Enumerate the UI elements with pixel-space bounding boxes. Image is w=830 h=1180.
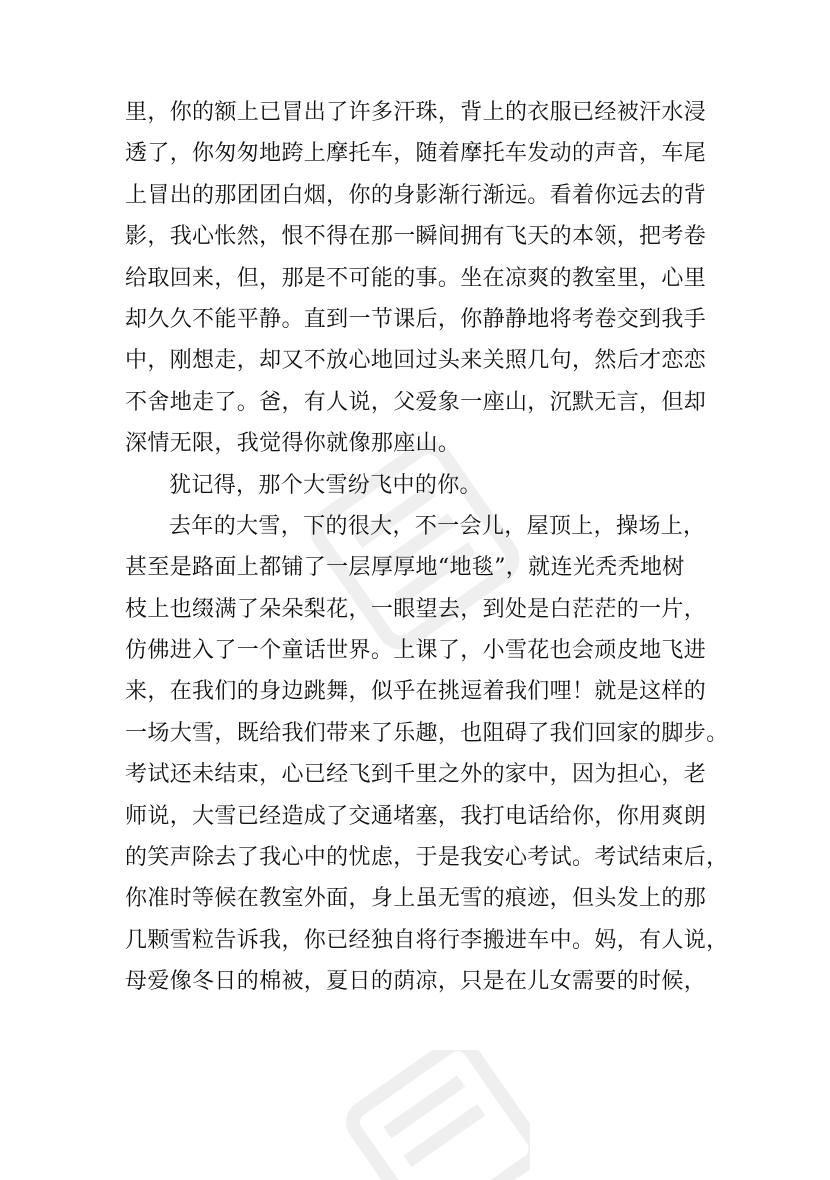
text-line: 却久久不能平静。直到一节课后，你静静地将考卷交到我手 — [125, 306, 707, 332]
text-line: 甚至是路面上都铺了一层厚厚地“地毯”，就连光秃秃地树 — [125, 555, 685, 581]
text-line: 深情无限，我觉得你就像那座山。 — [125, 431, 461, 457]
paragraph-start-line: 去年的大雪，下的很大，不一会儿，屋顶上，操场上， — [169, 513, 706, 539]
text-line: 来，在我们的身边跳舞，似乎在挑逗着我们哩！就是这样的 — [125, 679, 707, 705]
text-line: 上冒出的那团团白烟，你的身影渐行渐远。看着你远去的背 — [125, 182, 707, 208]
text-line: 你准时等候在教室外面，身上虽无雪的痕迹，但头发上的那 — [125, 886, 707, 912]
text-line: 影，我心怅然，恨不得在那一瞬间拥有飞天的本领，把考卷 — [125, 224, 707, 250]
essay-body — [125, 92, 729, 1003]
text-line: 几颗雪粒告诉我，你已经独自将行李搬进车中。妈，有人说， — [125, 927, 729, 953]
paragraph-start-line: 犹记得，那个大雪纷飞中的你。 — [169, 472, 482, 498]
text-line: 中，刚想走，却又不放心地回过头来关照几句，然后才恋恋 — [125, 348, 707, 374]
text-line: 的笑声除去了我心中的忧虑，于是我安心考试。考试结束后， — [125, 845, 729, 871]
watermark-logo — [330, 1050, 530, 1180]
text-line: 给取回来，但，那是不可能的事。坐在凉爽的教室里，心里 — [125, 265, 707, 291]
text-line: 考试还未结束，心已经飞到千里之外的家中，因为担心，老 — [125, 762, 707, 788]
text-line: 透了，你匆匆地跨上摩托车，随着摩托车发动的声音，车尾 — [125, 141, 707, 167]
text-line: 师说，大雪已经造成了交通堵塞，我打电话给你，你用爽朗 — [125, 803, 707, 829]
text-line: 里，你的额上已冒出了许多汗珠，背上的衣服已经被汗水浸 — [125, 100, 707, 125]
text-line: 一场大雪，既给我们带来了乐趣，也阻碍了我们回家的脚步。 — [125, 720, 729, 746]
text-line: 不舍地走了。爸，有人说，父爱象一座山，沉默无言，但却 — [125, 389, 707, 415]
text-line: 母爱像冬日的棉被，夏日的荫凉，只是在儿女需要的时候， — [125, 969, 707, 995]
text-line: 枝上也缀满了朵朵梨花，一眼望去，到处是白茫茫的一片， — [125, 596, 707, 622]
text-line: 仿佛进入了一个童话世界。上课了，小雪花也会顽皮地飞进 — [125, 638, 707, 664]
